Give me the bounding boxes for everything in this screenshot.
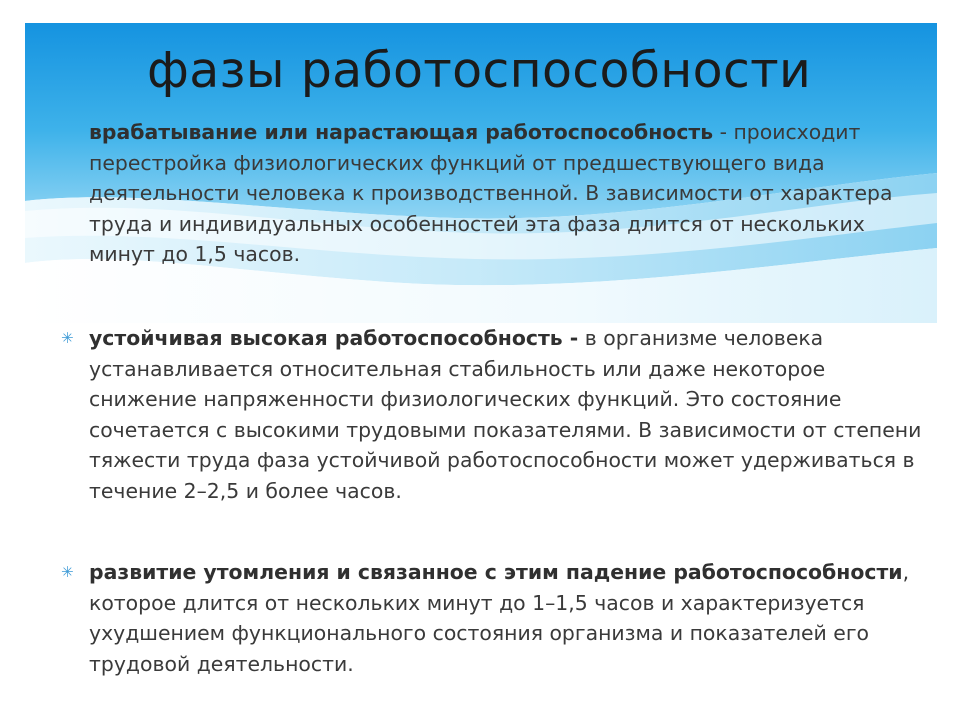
bullet-item <box>61 557 929 679</box>
bullet-text: в организме человека устанавливается относительная стабильность или даже некоторое снижение напряженности физиологических функций. Это состояние сочетается с высокими трудовыми показателями. В зависимости от степени тяжести труда фаза устойчивой работоспособности может удерживаться в течение 2–2,5 и более часов. <box>89 326 922 503</box>
asterisk-icon: ✳ <box>61 329 74 347</box>
bullet-lead: развитие утомления и связанное с этим падение работоспособности <box>89 560 903 584</box>
bullet-lead: устойчивая высокая работоспособность - <box>89 326 579 350</box>
bullet-item <box>89 117 929 270</box>
asterisk-icon: ✳ <box>61 563 74 581</box>
bullet-item <box>61 323 929 507</box>
bullet-text: - происходит перестройка физиологических функций от предшествующего вида деятельности человека к производственной. В зависимости от характера труда и индивидуальных особенностей эта фаза длится от нескольких минут до 1,5 часов. <box>89 120 893 267</box>
bullet-lead: врабатывание или нарастающая работоспособность <box>89 120 714 144</box>
slide-title: фазы работоспособности <box>147 42 812 99</box>
bullet-text: , которое длится от нескольких минут до 1–1,5 часов и характеризуется ухудшением функционального состояния организма и показателей его трудовой деятельности. <box>89 560 910 676</box>
